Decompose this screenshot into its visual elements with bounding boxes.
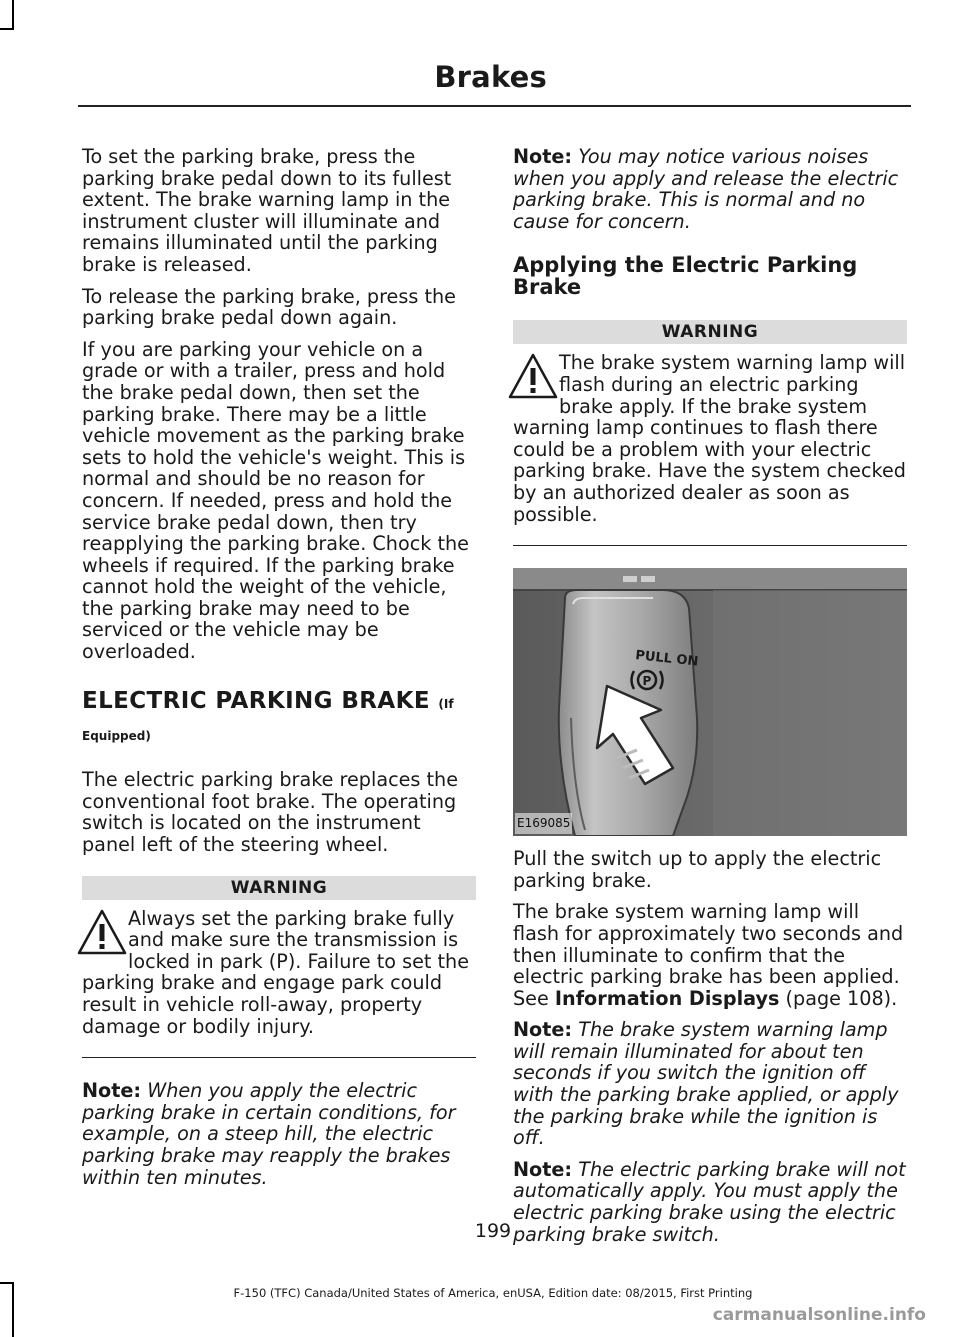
warning-triangle-icon: [76, 908, 128, 958]
right-column: [513, 146, 907, 1255]
note-text: When you apply the electric parking brake in certain conditions, for example, on a steep hill, the electric parking brake may reapply the brakes within ten minutes.: [82, 1079, 456, 1189]
warning-box-left: [82, 876, 476, 1059]
crop-mark-bottom-left-h: [0, 1282, 14, 1284]
warning-triangle-icon: [507, 352, 559, 402]
note-label: Note:: [513, 145, 573, 168]
note-ignition: [513, 1019, 907, 1149]
header-rule: [78, 105, 911, 107]
paragraph-set-brake: To set the parking brake, press the parking brake pedal down to its fullest extent. The brake warning lamp in the instrument cluster will illuminate and remains illuminated until the parking brake is released.: [82, 145, 452, 276]
crop-mark-top-left-h: [0, 28, 14, 30]
paragraph-text: The brake system warning lamp will flash for approximately two seconds and then illuminate to confirm that the electric parking brake has been applied. See: [513, 900, 904, 1010]
warning-label: WARNING: [513, 320, 907, 344]
figure-code: E169085: [515, 813, 572, 835]
svg-text:P: P: [642, 674, 652, 689]
left-column: [82, 146, 476, 1198]
paragraph-grade-parking: If you are parking your vehicle on a grade or with a trailer, press and hold the brake pedal down, then set the parking brake. There may be a little vehicle movement as the parking brake sets to hold the vehicle's weight. This is normal and should be no reason for concern. If needed, press and hold the service brake pedal down, then try reapplying the parking brake. Chock the wheels if required. If the parking brake cannot hold the weight of the vehicle, the parking brake may need to be serviced or the vehicle may be overloaded.: [82, 337, 469, 664]
page-header-title: Brakes: [434, 60, 547, 94]
note-label: Note:: [513, 1157, 573, 1181]
paragraph-release-brake: To release the parking brake, press the parking brake pedal down again.: [82, 284, 456, 330]
note-text: The brake system warning lamp will remain illuminated for about ten seconds if you switch the ignition off with the parking brake applied, or apply the parking brake while the ignition is off.: [513, 1018, 899, 1150]
note-noises: [513, 146, 907, 232]
page-number: 199: [474, 1220, 512, 1242]
cross-reference-link[interactable]: Information Displays: [554, 986, 780, 1010]
note-label: Note:: [513, 1018, 573, 1042]
paragraph-pull-switch: Pull the switch up to apply the electric parking brake.: [513, 847, 882, 892]
parking-brake-switch-figure: [513, 568, 907, 836]
parking-brake-switch-illustration: [513, 568, 907, 836]
crop-mark-top-left: [12, 0, 14, 30]
warning-text: Always set the parking brake fully and make sure the transmission is locked in park (P). Failure to set the parking brake and engage park could result in vehicle roll-away, property damage or bodily injury.: [82, 906, 469, 1038]
section-qualifier: Equipped): [82, 728, 151, 743]
note-text: The electric parking brake will not automatically apply. You must apply the electric parking brake using the electric parking brake switch.: [513, 1157, 906, 1246]
warning-box-right: [513, 320, 907, 546]
warning-label: WARNING: [82, 876, 476, 900]
warning-text: The brake system warning lamp will flash during an electric parking brake apply. If the brake system warning lamp continues to flash there could be a problem with your electric parking brake. Have the system checked by an authorized dealer as soon as possible.: [513, 351, 906, 526]
paragraph-warning-lamp: [513, 901, 907, 1009]
sub-heading: Applying the Electric Parking Brake: [513, 253, 858, 300]
paragraph-intro: The electric parking brake replaces the conventional foot brake. The operating switch is located on the instrument panel left of the steering wheel.: [82, 768, 459, 857]
section-heading-suffix: (If: [438, 696, 454, 711]
watermark: carmanualsonline.info: [712, 1305, 926, 1325]
note-text: You may notice various noises when you apply and release the electric parking brake. This is normal and no cause for concern.: [513, 145, 899, 233]
footer-edition: F-150 (TFC) Canada/United States of America, enUSA, Edition date: 08/2015, First Printing: [233, 1286, 753, 1300]
note-reapply: [82, 1080, 476, 1188]
section-heading-text: ELECTRIC PARKING BRAKE: [82, 687, 430, 714]
switch-label: PULL ON: [634, 648, 699, 670]
note-label: Note:: [82, 1079, 142, 1103]
section-heading: [82, 689, 476, 716]
cross-reference-page: (page 108).: [785, 986, 898, 1010]
